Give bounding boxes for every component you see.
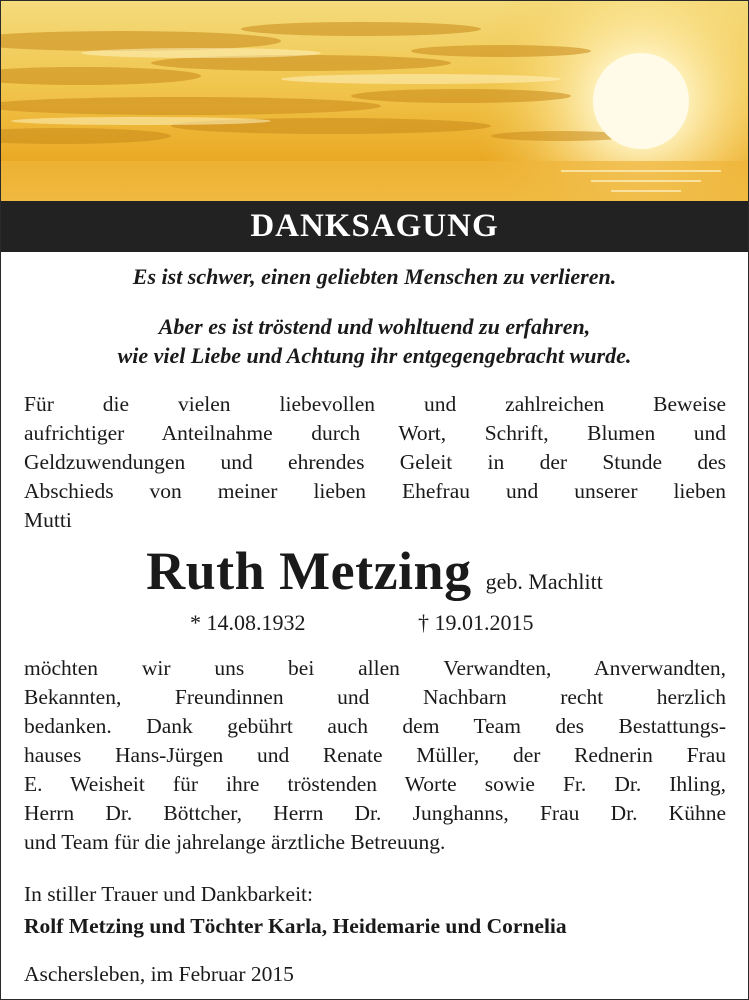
tagline-secondary-line-1: Aber es ist tröstend und wohltuend zu erfahren, [158,314,591,339]
deceased-name-row [0,540,749,602]
tagline-secondary-line-2: wie viel Liebe und Achtung ihr entgegengebracht wurde. [117,343,632,368]
page-title: DANKSAGUNG [250,208,499,244]
intro-line: Geldzuwendungen und ehrendes Geleit in der Stunde des [24,450,726,474]
sunset-image [1,1,748,201]
maiden-name: geb. Machlitt [485,569,603,594]
thanks-line: Bekannten, Freundinnen und Nachbarn recht herzlich [24,685,726,709]
tagline-secondary [0,312,749,370]
thanks-line: und Team für die jahrelange ärztliche Betreuung. [24,830,446,854]
birth-date: * 14.08.1932 [190,610,306,635]
title-banner [1,201,748,252]
closing-text: In stiller Trauer und Dankbarkeit: [24,882,314,906]
intro-line: Mutti [24,508,72,532]
sun-icon [593,53,689,149]
signers: Rolf Metzing und Töchter Karla, Heidemarie und Cornelia [24,914,567,938]
death-date: † 19.01.2015 [418,610,534,635]
place-and-date: Aschersleben, im Februar 2015 [24,962,294,986]
intro-line: aufrichtiger Anteilnahme durch Wort, Schrift, Blumen und [24,421,726,445]
thanks-line: E. Weisheit für ihre tröstenden Worte sowie Fr. Dr. Ihling, [24,772,726,796]
deceased-name: Ruth Metzing [146,541,472,601]
thanks-line: bedanken. Dank gebührt auch dem Team des Bestattungs- [24,714,726,738]
tagline-primary: Es ist schwer, einen geliebten Menschen zu verlieren. [132,264,617,289]
intro-paragraph [24,390,726,535]
thanks-line: hauses Hans-Jürgen und Renate Müller, der Rednerin Frau [24,743,726,767]
sunset-illustration [1,1,748,201]
thanks-paragraph [24,654,726,857]
intro-line: Für die vielen liebevollen und zahlreichen Beweise [24,392,726,416]
intro-line: Abschieds von meiner lieben Ehefrau und unserer lieben [24,479,726,503]
thanks-line: möchten wir uns bei allen Verwandten, Anverwandten, [24,656,726,680]
thanks-line: Herrn Dr. Böttcher, Herrn Dr. Junghanns, Frau Dr. Kühne [24,801,726,825]
